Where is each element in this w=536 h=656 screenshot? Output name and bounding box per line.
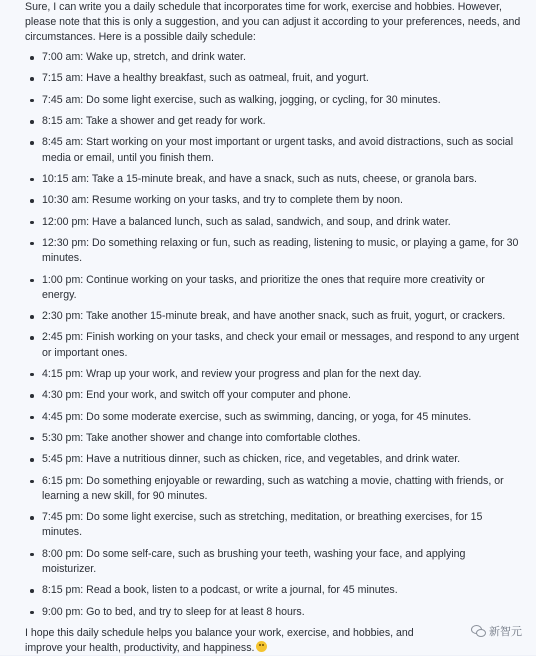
- list-item: 10:30 am: Resume working on your tasks, and try to complete them by noon.: [25, 193, 522, 208]
- watermark-text: 新智元: [489, 623, 522, 639]
- list-item: 4:45 pm: Do some moderate exercise, such as swimming, dancing, or yoga, for 45 minutes.: [25, 410, 522, 425]
- list-item: 8:00 pm: Do some self-care, such as brushing your teeth, washing your face, and applying moisturizer.: [25, 547, 522, 577]
- list-item: 4:30 pm: End your work, and switch off your computer and phone.: [25, 388, 522, 403]
- list-item: 5:30 pm: Take another shower and change into comfortable clothes.: [25, 431, 522, 446]
- list-item: 2:45 pm: Finish working on your tasks, and check your email or messages, and respond to any urgent or important ones.: [25, 330, 522, 360]
- outro-text: I hope this daily schedule helps you balance your work, exercise, and hobbies, and improve your health, productivity, and happiness.: [25, 627, 414, 654]
- smiling-face-icon: [256, 641, 267, 652]
- list-item: 8:15 am: Take a shower and get ready for work.: [25, 114, 522, 129]
- list-item: 5:45 pm: Have a nutritious dinner, such as chicken, rice, and vegetables, and drink water.: [25, 452, 522, 467]
- list-item: 8:15 pm: Read a book, listen to a podcast, or write a journal, for 45 minutes.: [25, 583, 522, 598]
- list-item: 8:45 am: Start working on your most important or urgent tasks, and avoid distractions, such as social media or email, until you finish them.: [25, 135, 522, 165]
- list-item: 7:45 pm: Do some light exercise, such as stretching, meditation, or breathing exercises, for 15 minutes.: [25, 510, 522, 540]
- list-item: 9:00 pm: Go to bed, and try to sleep for at least 8 hours.: [25, 605, 522, 620]
- list-item: 2:30 pm: Take another 15-minute break, and have another snack, such as fruit, yogurt, or crackers.: [25, 309, 522, 324]
- schedule-list: [25, 50, 522, 620]
- list-item: 7:00 am: Wake up, stretch, and drink water.: [25, 50, 522, 65]
- list-item: 6:15 pm: Do something enjoyable or rewarding, such as watching a movie, chatting with friends, or learning a new skill, for 90 minutes.: [25, 474, 522, 504]
- list-item: 7:15 am: Have a healthy breakfast, such as oatmeal, fruit, and yogurt.: [25, 71, 522, 86]
- list-item: 10:15 am: Take a 15-minute break, and have a snack, such as nuts, cheese, or granola bars.: [25, 172, 522, 187]
- list-item: 1:00 pm: Continue working on your tasks, and prioritize the ones that require more creativity or energy.: [25, 273, 522, 303]
- list-item: 7:45 am: Do some light exercise, such as walking, jogging, or cycling, for 30 minutes.: [25, 93, 522, 108]
- response-intro: Sure, I can write you a daily schedule that incorporates time for work, exercise and hobbies. However, please note that this is only a suggestion, and you can adjust it according to your preferences, needs, and circumstances. Here is a possible daily schedule:: [25, 0, 522, 45]
- list-item: 12:00 pm: Have a balanced lunch, such as salad, sandwich, and soup, and drink water.: [25, 215, 522, 230]
- list-item: 12:30 pm: Do something relaxing or fun, such as reading, listening to music, or playing a game, for 30 minutes.: [25, 236, 522, 266]
- chat-bubbles-icon: [471, 625, 486, 637]
- response-outro: [25, 626, 522, 656]
- watermark: [471, 623, 522, 639]
- list-item: 4:15 pm: Wrap up your work, and review your progress and plan for the next day.: [25, 367, 522, 382]
